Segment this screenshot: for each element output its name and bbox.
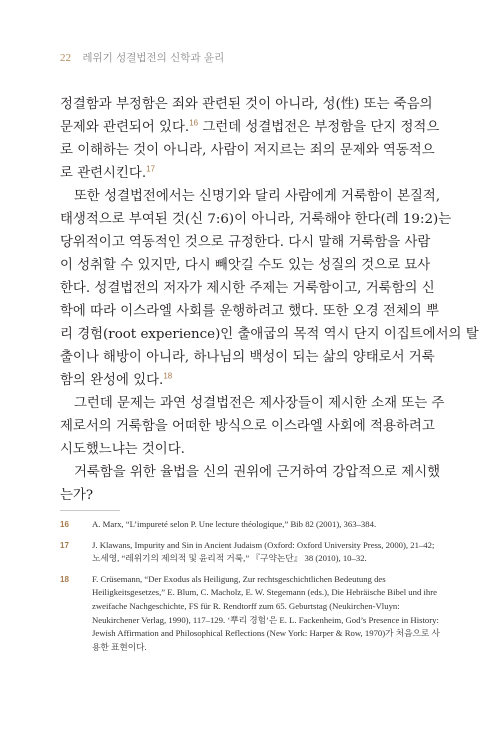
text-line: 정결함과 부정함은 죄와 관련된 것이 아니라, 성(性) 또는 죽음의	[60, 97, 433, 112]
footnote-number: 17	[60, 540, 69, 550]
footnote-number: 18	[60, 574, 69, 584]
footnote-ref[interactable]: 17	[146, 164, 156, 174]
text-line: 는가?	[60, 488, 94, 503]
paragraph-4	[60, 461, 442, 507]
text-line: 제로서의 거룩함을 어떠한 방식으로 이스라엘 사회에 적용하려고	[60, 419, 435, 434]
footnote-17	[60, 539, 442, 566]
footnote-16	[60, 518, 442, 532]
footnote-18	[60, 573, 442, 655]
running-header	[60, 50, 224, 65]
text-segment: 로 관련시킨다.	[60, 166, 147, 181]
text-segment: 그런데 성결법전은 부정함을 단지 정적으	[198, 120, 440, 135]
running-title: 레위기 성결법전의 신학과 윤리	[82, 52, 225, 64]
text-line: 출이나 해방이 아니라, 하나님의 백성이 되는 삶의 양태로서 거룩	[60, 350, 435, 365]
text-line: 학에 따라 이스라엘 사회를 운행하려고 했다. 또한 오경 전체의 뿌	[60, 304, 439, 319]
text-line: 로 이해하는 것이 아니라, 사람이 저지르는 죄의 문제와 역동적으	[60, 143, 435, 158]
footnote-text: J. Klawans, Impurity and Sin in Ancient Judaism (Oxford: Oxford University Press, 2000), 21–42; 노세영, “레위기의 제의적 및 윤리적 거룩,” 『구약논단』 38 (2010), 10–32.	[92, 539, 435, 564]
footnote-divider	[60, 510, 120, 511]
footnote-ref[interactable]: 18	[163, 371, 173, 381]
footnote-text: F. Crüsemann, “Der Exodus als Heiligung, Zur rechtsgeschichtlichen Bedeutung des Heiligkeitsgesetzes,” E. Blum, C. Macholz, E. W. Stegemann (eds.), Die Hebräische Bibel und ihre zweifache Nachgeschichte, FS für R. Rendtorff zum 65. Geburtstag (Neukirchen-Vluyn: Neukirchener Verlag, 1990), 117–129. ‘뿌리 경험’은 E. L. Fackenheim, God’s Presence in History: Jewish Affirmation and Philosophical Reflections (New York: Harper & Row, 1970)가 처음으로 사용한 표현이다.	[92, 573, 440, 652]
footnote-ref[interactable]: 16	[189, 118, 199, 128]
text-line: 시도했느냐는 것이다.	[60, 442, 185, 457]
text-line: 거룩함을 위한 율법을 신의 권위에 근거하여 강압적으로 제시했	[74, 465, 441, 480]
text-segment: 함의 완성에 있다.	[60, 373, 164, 388]
text-line: 당위적이고 역동적인 것으로 규정한다. 다시 말해 거룩함을 사람	[60, 235, 431, 250]
main-text	[60, 93, 479, 507]
text-line: 한다. 성결법전의 저자가 제시한 주제는 거룩함이고, 거룩함의 신	[60, 281, 435, 296]
text-line: 이 성취할 수 있지만, 다시 빼앗길 수도 있는 성질의 것으로 묘사	[60, 258, 431, 273]
footnotes	[60, 518, 442, 661]
text-line	[60, 116, 442, 139]
paragraph-2	[60, 185, 479, 392]
page-number: 22	[60, 52, 71, 64]
text-line: 리 경험(root experience)인 출애굽의 목적 역시 단지 이집트에서의 탈	[60, 327, 479, 342]
text-line: 또한 성결법전에서는 신명기와 달리 사람에게 거룩함이 본질적,	[74, 189, 441, 204]
paragraph-3	[60, 392, 445, 461]
footnote-text: A. Marx, “L’impureté selon P. Une lecture théologique,” Bib 82 (2001), 363–384.	[92, 519, 377, 529]
text-segment: 문제와 관련되어 있다.	[60, 120, 190, 135]
text-line: 태생적으로 부여된 것(신 7:6)이 아니라, 거룩해야 한다(레 19:2)는	[60, 212, 452, 227]
text-line	[60, 369, 442, 392]
footnote-number: 16	[60, 520, 69, 529]
paragraph-1	[60, 93, 442, 185]
text-line: 그런데 문제는 과연 성결법전은 제사장들이 제시한 소재 또는 주	[74, 396, 445, 411]
text-line	[60, 162, 442, 185]
